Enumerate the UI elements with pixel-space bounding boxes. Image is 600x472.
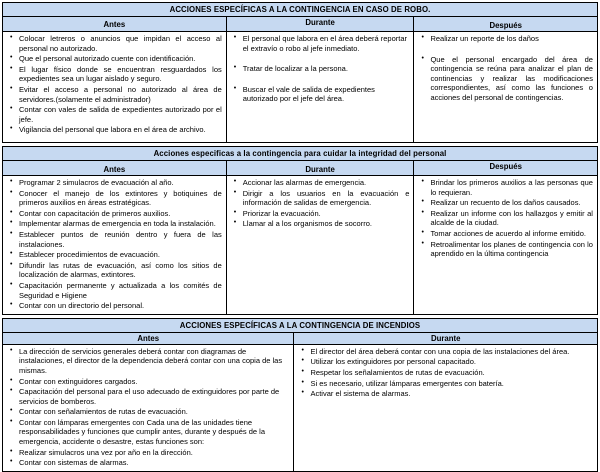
bullet-item bbox=[3, 105, 226, 124]
bullet-item bbox=[3, 458, 293, 468]
bullet-icon: • bbox=[10, 376, 13, 384]
bullet-text: Contar con señalamientos de rutas de evacuación. bbox=[19, 407, 188, 417]
bullet-icon: • bbox=[301, 367, 304, 375]
bullet-item bbox=[3, 125, 226, 135]
bullet-icon: • bbox=[10, 219, 13, 227]
bullet-text: Contar con vales de salida de expedientes autorizado por el jefe. bbox=[19, 105, 222, 124]
bullet-icon: • bbox=[10, 208, 13, 216]
bullet-text: Vigilancia del personal que labora en el área de archivo. bbox=[19, 125, 206, 135]
bullet-item bbox=[414, 198, 597, 208]
cell-robo-durante bbox=[226, 32, 414, 142]
bullet-item bbox=[227, 85, 414, 104]
column-header-despues: Después bbox=[413, 161, 597, 175]
bullet-icon: • bbox=[10, 387, 13, 395]
section-incendios-title: ACCIONES ESPECÍFICAS A LA CONTINGENCIA DE INCENDIOS bbox=[3, 319, 597, 333]
bullet-item bbox=[227, 178, 414, 188]
section-incendios bbox=[2, 318, 598, 472]
bullet-icon: • bbox=[10, 301, 13, 309]
bullet-item bbox=[294, 368, 597, 378]
bullet-icon: • bbox=[421, 228, 424, 236]
bullet-text: Buscar el vale de salida de expedientes autorizado por el jefe del área. bbox=[242, 84, 375, 104]
cell-robo-despues bbox=[413, 32, 597, 142]
section-integridad-header-row bbox=[3, 161, 597, 176]
bullet-item bbox=[3, 178, 226, 188]
bullet-text: El lugar físico donde se encuentran resguardados los expedientes sea un lugar aislado y seguro. bbox=[19, 64, 222, 84]
bullet-item bbox=[227, 189, 414, 208]
bullet-text: Colocar letreros o anuncios que impidan el acceso al personal no autorizado. bbox=[19, 34, 222, 53]
section-robo bbox=[2, 2, 598, 143]
bullet-icon: • bbox=[10, 447, 13, 455]
cell-integridad-despues bbox=[413, 176, 597, 314]
bullet-icon: • bbox=[421, 208, 424, 216]
bullet-icon: • bbox=[10, 260, 13, 268]
bullet-item bbox=[3, 189, 226, 208]
column-header-despues: Después bbox=[413, 17, 597, 31]
bullet-text: Activar el sistema de alarmas. bbox=[310, 389, 411, 399]
cell-integridad-antes bbox=[3, 176, 226, 314]
section-robo-header-row bbox=[3, 17, 597, 32]
bullet-icon: • bbox=[10, 34, 13, 41]
column-header-durante: Durante bbox=[226, 17, 414, 31]
bullet-item bbox=[294, 357, 597, 367]
bullet-item bbox=[3, 34, 226, 53]
bullet-icon: • bbox=[10, 458, 13, 466]
bullet-icon: • bbox=[421, 54, 424, 62]
bullet-item bbox=[3, 209, 226, 219]
bullet-icon: • bbox=[10, 105, 13, 113]
bullet-list-robo-despues bbox=[414, 34, 597, 103]
section-integridad bbox=[2, 146, 598, 315]
bullet-text: Evitar el acceso a personal no autorizado al área de servidores.(solamente el administrador) bbox=[19, 84, 222, 104]
bullet-item bbox=[227, 34, 414, 53]
bullet-text: Conocer el manejo de los extintores y botiquines de primeros auxilios en áreas estratégicas. bbox=[19, 188, 222, 208]
bullet-text: El director del área deberá contar con una copia de las instalaciones del área. bbox=[310, 346, 570, 356]
bullet-icon: • bbox=[301, 357, 304, 365]
bullet-icon: • bbox=[233, 219, 237, 227]
bullet-item bbox=[3, 407, 293, 417]
bullet-text: Llamar al a los organismos de socorro. bbox=[242, 219, 372, 229]
column-header-antes: Antes bbox=[103, 165, 126, 174]
section-incendios-header-row bbox=[3, 333, 597, 345]
cell-robo-antes bbox=[3, 32, 226, 142]
bullet-text: Priorizar la evacuación. bbox=[242, 208, 321, 218]
bullet-icon: • bbox=[421, 198, 424, 206]
bullet-item bbox=[3, 219, 226, 229]
section-integridad-body-row bbox=[3, 176, 597, 314]
bullet-item bbox=[414, 240, 597, 259]
bullet-text: Contar con extinguidores cargados. bbox=[19, 376, 138, 386]
cell-incendios-antes bbox=[3, 345, 293, 471]
bullet-icon: • bbox=[10, 84, 13, 92]
bullet-icon: • bbox=[233, 178, 237, 185]
section-integridad-title: Acciones especificas a la contingencia para cuidar la integridad del personal bbox=[3, 147, 597, 161]
bullet-text: Realizar un reporte de los daños bbox=[430, 34, 539, 43]
bullet-item bbox=[3, 387, 293, 406]
bullet-item bbox=[414, 209, 597, 228]
bullet-item bbox=[3, 85, 226, 104]
bullet-list-integridad-durante bbox=[227, 178, 414, 229]
bullet-icon: • bbox=[301, 378, 304, 386]
bullet-text: La dirección de servicios generales deberá contar con diagramas de instalaciones, el director de la dependencia deberá contar con una copia de las mismas. bbox=[19, 346, 283, 375]
bullet-icon: • bbox=[301, 389, 304, 397]
section-robo-body-row bbox=[3, 32, 597, 142]
bullet-item bbox=[227, 209, 414, 219]
bullet-icon: • bbox=[10, 125, 13, 133]
bullet-item bbox=[414, 55, 597, 103]
bullet-item bbox=[3, 418, 293, 447]
bullet-item bbox=[414, 178, 597, 197]
bullet-item bbox=[414, 229, 597, 239]
bullet-item bbox=[3, 54, 226, 64]
bullet-text: Contar con lámparas emergentes con Cada una de las unidades tiene responsabilidades y funciones que cumplir antes, durante y después de la emergencia, accidente o desastre, estas funciones son: bbox=[19, 417, 265, 447]
bullet-text: Realizar un informe con los hallazgos y emitir al alcalde de la ciudad. bbox=[430, 208, 593, 228]
bullet-icon: • bbox=[10, 54, 13, 62]
bullet-item bbox=[3, 347, 293, 376]
bullet-list-integridad-antes bbox=[3, 178, 226, 311]
bullet-icon: • bbox=[421, 239, 424, 247]
bullet-icon: • bbox=[421, 178, 424, 185]
bullet-text: Accionar las alarmas de emergencia. bbox=[242, 178, 367, 187]
bullet-text: Contar con un directorio del personal. bbox=[19, 301, 145, 311]
bullet-text: Retroalimentar los planes de contingencia con lo aprendido en la última contingencia bbox=[430, 239, 593, 259]
bullet-list-incendios-durante bbox=[294, 347, 597, 399]
bullet-text: Capacitación del personal para el uso adecuado de extinguidores por parte de servicios de bomberos. bbox=[19, 387, 280, 406]
bullet-icon: • bbox=[10, 250, 13, 258]
column-header-durante: Durante bbox=[293, 333, 597, 344]
cell-incendios-durante bbox=[293, 345, 597, 471]
bullet-item bbox=[3, 261, 226, 280]
bullet-text: Programar 2 simulacros de evacuación al año. bbox=[19, 178, 174, 187]
bullet-text: Si es necesario, utilizar lámparas emergentes con batería. bbox=[310, 378, 504, 388]
bullet-text: Dirigir a los usuarios en la evacuación e información de salidas de emergencia. bbox=[242, 188, 410, 208]
bullet-icon: • bbox=[233, 64, 237, 72]
bullet-icon: • bbox=[10, 188, 13, 196]
column-header-antes: Antes bbox=[137, 333, 160, 343]
bullet-icon: • bbox=[10, 229, 13, 237]
column-header-antes: Antes bbox=[103, 19, 126, 29]
bullet-icon: • bbox=[10, 407, 13, 415]
bullet-icon: • bbox=[10, 417, 13, 425]
bullet-text: Implementar alarmas de emergencia en toda la instalación. bbox=[19, 219, 216, 229]
bullet-list-integridad-despues bbox=[414, 178, 597, 259]
bullet-icon: • bbox=[233, 34, 237, 41]
bullet-text: Contar con capacitación de primeros auxilios. bbox=[19, 208, 171, 218]
bullet-item bbox=[227, 64, 414, 74]
bullet-text: Realizar simulacros una vez por año en la dirección. bbox=[19, 447, 193, 457]
section-incendios-body-row bbox=[3, 345, 597, 471]
bullet-icon: • bbox=[421, 34, 424, 41]
bullet-item bbox=[3, 377, 293, 387]
bullet-icon: • bbox=[233, 188, 237, 196]
bullet-text: Tratar de localizar a la persona. bbox=[242, 64, 348, 74]
bullet-text: Realizar un recuento de los daños causados. bbox=[430, 198, 581, 208]
bullet-text: Que el personal autorizado cuente con identificación. bbox=[19, 54, 196, 64]
bullet-text: Respetar los señalamientos de rutas de evacuación. bbox=[310, 367, 485, 377]
bullet-list-robo-durante bbox=[227, 34, 414, 104]
bullet-item bbox=[294, 389, 597, 399]
bullet-item bbox=[294, 347, 597, 357]
bullet-item bbox=[294, 379, 597, 389]
column-header-durante: Durante bbox=[226, 161, 414, 175]
bullet-icon: • bbox=[301, 346, 304, 354]
bullet-list-incendios-antes bbox=[3, 347, 293, 468]
bullet-icon: • bbox=[233, 208, 237, 216]
bullet-text: Tomar acciones de acuerdo al informe emitido. bbox=[430, 228, 586, 238]
bullet-text: Que el personal encargado del área de contingencia se reúna para analizar el plan de continencias y realizar las modificaciones correspondientes, así como las funciones o acciones del personal de contingencias. bbox=[430, 54, 593, 102]
bullet-item bbox=[3, 65, 226, 84]
bullet-text: Capacitación permanente y actualizada a los comités de Seguridad e Higiene bbox=[19, 280, 222, 300]
bullet-item bbox=[3, 448, 293, 458]
bullet-icon: • bbox=[10, 178, 13, 185]
bullet-item bbox=[3, 281, 226, 300]
bullet-text: Brindar los primeros auxilios a las personas que lo requieran. bbox=[430, 178, 593, 197]
bullet-item bbox=[3, 230, 226, 249]
bullet-icon: • bbox=[233, 84, 237, 92]
bullet-icon: • bbox=[10, 346, 13, 354]
bullet-text: Contar con sistemas de alarmas. bbox=[19, 458, 129, 468]
bullet-item bbox=[414, 34, 597, 44]
bullet-icon: • bbox=[10, 64, 13, 72]
cell-integridad-durante bbox=[226, 176, 414, 314]
bullet-text: Difundir las rutas de evacuación, así como los sitios de localización de alarmas, extintores. bbox=[19, 260, 222, 280]
bullet-list-robo-antes bbox=[3, 34, 226, 135]
bullet-text: Utilizar los extinguidores por personal capacitado. bbox=[310, 357, 476, 367]
bullet-text: El personal que labora en el área deberá reportar el extravío o robo al jefe inmediato. bbox=[242, 34, 408, 53]
bullet-text: Establecer puntos de reunión dentro y fuera de las instalaciones. bbox=[19, 229, 222, 249]
bullet-item bbox=[3, 250, 226, 260]
bullet-text: Establecer procedimientos de evacuación. bbox=[19, 250, 160, 260]
bullet-item bbox=[3, 301, 226, 311]
bullet-item bbox=[227, 219, 414, 229]
bullet-icon: • bbox=[10, 280, 13, 288]
section-robo-title: ACCIONES ESPECÍFICAS A LA CONTINGENCIA EN CASO DE ROBO. bbox=[3, 3, 597, 17]
